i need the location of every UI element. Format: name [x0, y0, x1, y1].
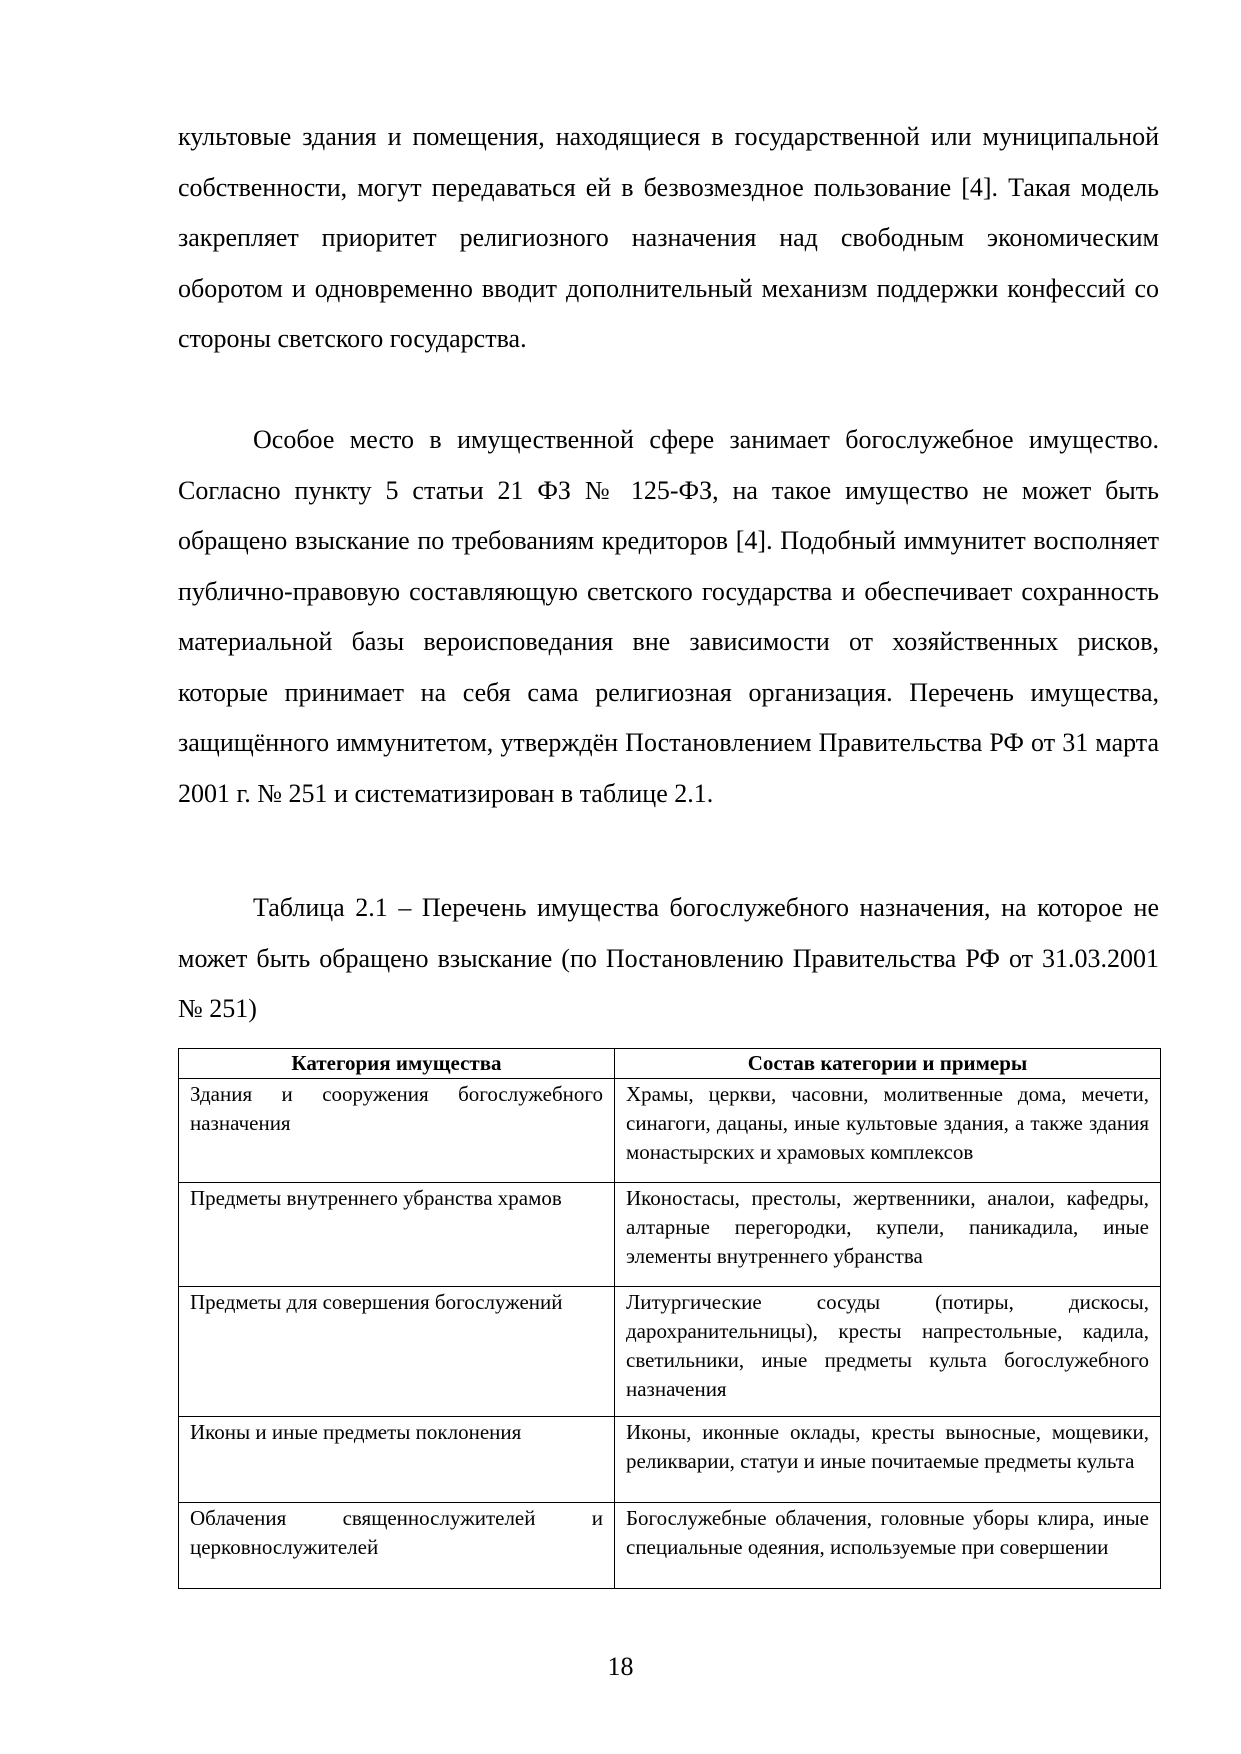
row-examples: Богослужебные облачения, головные уборы клира, иные специальные одеяния, используемые при совершении	[615, 1503, 1161, 1589]
row-examples: Храмы, церкви, часовни, молитвенные дома, мечети, синагоги, дацаны, иные культовые здания, а также здания монастырских и храмовых комплексов	[615, 1079, 1161, 1183]
page-number: 18	[607, 1652, 634, 1681]
row-examples: Иконостасы, престолы, жертвенники, аналои, кафедры, алтарные перегородки, купели, паникадила, иные элементы внутреннего убранства	[615, 1183, 1161, 1287]
header-examples: Состав категории и примеры	[615, 1049, 1161, 1079]
row-category: Иконы и иные предметы поклонения	[179, 1417, 615, 1503]
table-row	[179, 1183, 1161, 1287]
row-category: Здания и сооружения богослужебного назначения	[179, 1079, 615, 1183]
paragraph-continuation: культовые здания и помещения, находящиеся в государственной или муниципальной собственности, могут передаваться ей в безвозмездное пользование [4]. Такая модель закрепляет приоритет религиозного назначения над свободным экономическим оборотом и одновременно вводит дополнительный механизм поддержки конфессий со стороны светского государства.	[178, 122, 1159, 353]
row-category: Предметы для совершения богослужений	[179, 1287, 615, 1417]
header-category: Категория имущества	[179, 1049, 615, 1079]
row-examples: Литургические сосуды (потиры, дискосы, дарохранительницы), кресты напрестольные, кадила, светильники, иные предметы культа богослужебного назначения	[615, 1287, 1161, 1417]
table-row	[179, 1503, 1161, 1589]
table-header-row	[179, 1049, 1161, 1079]
row-category: Облачения священнослужителей и церковнослужителей	[179, 1503, 615, 1589]
table-row	[179, 1079, 1161, 1183]
property-table	[178, 1048, 1161, 1589]
table-row	[179, 1417, 1161, 1503]
table-row	[179, 1287, 1161, 1417]
paragraph-liturgical-property: Особое место в имущественной сфере занимает богослужебное имущество. Согласно пункту 5 статьи 21 ФЗ № 125-ФЗ, на такое имущество не может быть обращено взыскание по требованиям кредиторов [4]. Подобный иммунитет восполняет публично-правовую составляющую светского государства и обеспечивает сохранность материальной базы вероисповедания вне зависимости от хозяйственных рисков, которые принимает на себя сама религиозная организация. Перечень имущества, защищённого иммунитетом, утверждён Постановлением Правительства РФ от 31 марта 2001 г. № 251 и систематизирован в таблице 2.1.	[178, 425, 1159, 808]
row-category: Предметы внутреннего убранства храмов	[179, 1183, 615, 1287]
row-examples: Иконы, иконные оклады, кресты выносные, мощевики, реликварии, статуи и иные почитаемые предметы культа	[615, 1417, 1161, 1503]
table-caption: Таблица 2.1 – Перечень имущества богослужебного назначения, на которое не может быть обращено взыскание (по Постановлению Правительства РФ от 31.03.2001 № 251)	[178, 893, 1159, 1023]
